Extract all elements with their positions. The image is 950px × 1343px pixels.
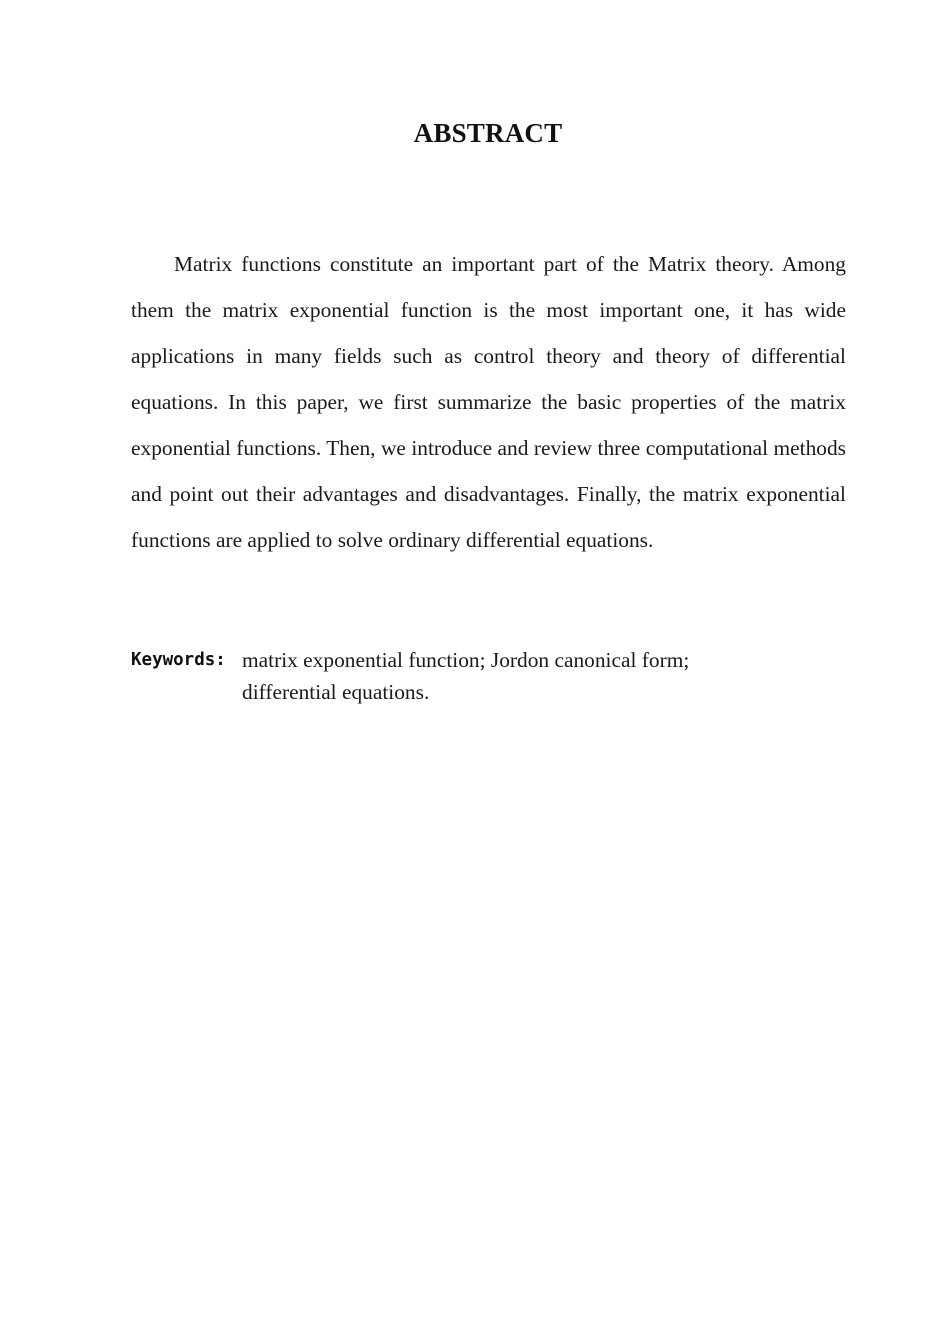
- abstract-paragraph: Matrix functions constitute an important part of the Matrix theory. Among them the matrix exponential function is the most important one, it has wide applications in many fields such as control theory and theory of differential equations. In this paper, we first summarize the basic properties of the matrix exponential functions. Then, we introduce and review three computational methods and point out their advantages and disadvantages. Finally, the matrix exponential functions are applied to solve ordinary differential equations.: [131, 252, 846, 552]
- page-title: ABSTRACT: [413, 118, 563, 148]
- keywords-text: matrix exponential function; Jordon canonical form; differential equations.: [242, 648, 690, 704]
- keywords-label: Keywords:: [131, 650, 226, 670]
- keywords-section: [131, 644, 846, 708]
